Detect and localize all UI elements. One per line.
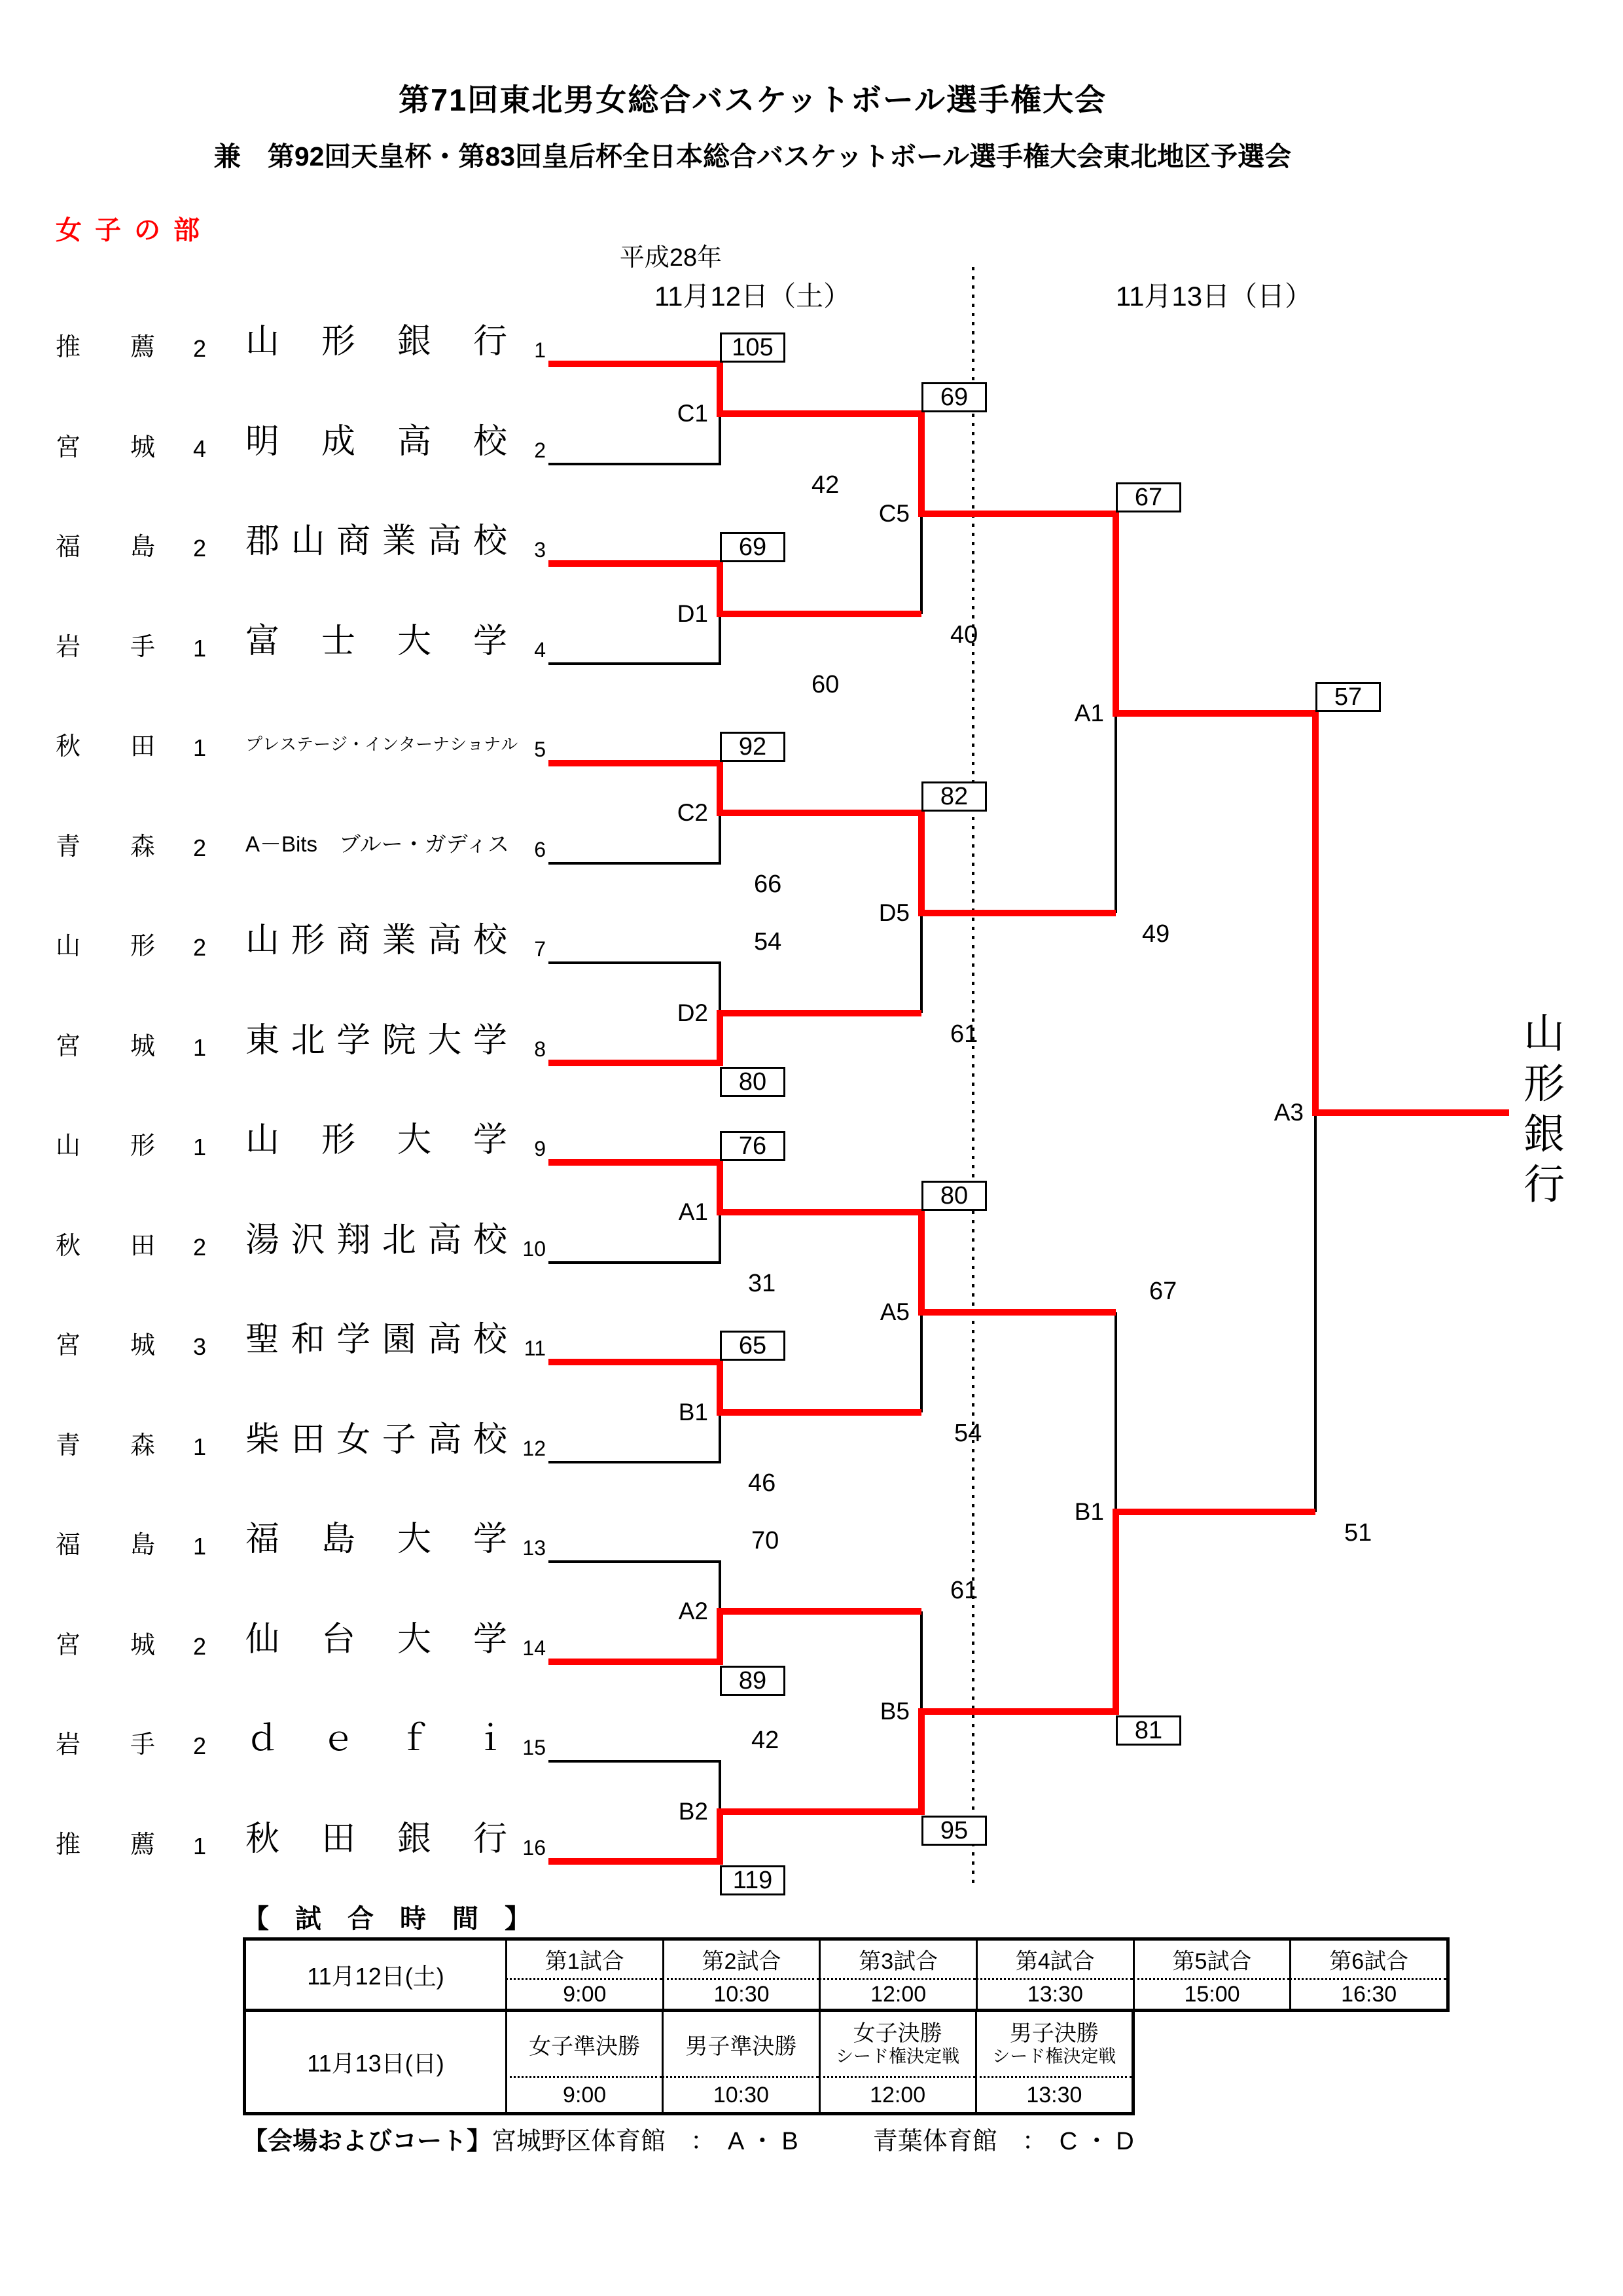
schedule-table-day2 [243, 2012, 1135, 2115]
schedule-date-day1: 11月12日(土) [307, 1962, 444, 1990]
team-prefecture: 岩 手 [56, 1731, 155, 1759]
schedule-game-time: 16:30 [1289, 1978, 1446, 2009]
team-prefecture: 岩 手 [56, 634, 155, 661]
loser-score-b1-semi: 67 [1149, 1278, 1177, 1305]
team-prefecture: 山 形 [56, 933, 155, 960]
venue-text: 宮城野区体育館 ： A ・ B 青葉体育館 ： C ・ D [491, 2128, 1134, 2155]
schedule-game-header: 第2試合 [662, 1941, 819, 1978]
day1-header: 11月12日（土） [654, 281, 851, 312]
match-label-c1: C1 [677, 400, 708, 427]
team-seed: 3 [192, 1333, 207, 1360]
team-seed: 1 [192, 1134, 207, 1160]
team-name: 聖 和 学 園 高 校 [245, 1321, 507, 1359]
path-team8-wins [548, 1013, 921, 1063]
path-team9-wins [548, 1162, 1116, 1312]
team-seed: 1 [192, 1533, 207, 1560]
team-prefecture: 秋 田 [56, 733, 155, 761]
match-label-c2: C2 [677, 799, 708, 826]
match-label-c5: C5 [878, 500, 910, 527]
winner-score-a1-semi: 67 [1116, 482, 1181, 512]
team-prefecture: 福 島 [56, 533, 155, 561]
match-label-b1: B1 [678, 1399, 708, 1426]
team-prefecture: 宮 城 [56, 434, 155, 461]
match-label-b1-semi: B1 [1074, 1498, 1104, 1525]
team-row-5 [0, 725, 553, 762]
team-seed: 1 [192, 1433, 207, 1460]
schedule-game-time: 13:30 [976, 1978, 1133, 2009]
team-row-7 [0, 922, 553, 961]
team-seed: 2 [192, 834, 207, 861]
team-draw-number: 7 [534, 937, 546, 961]
team-row-9 [0, 1121, 553, 1161]
winner-score-b1: 65 [720, 1331, 785, 1361]
team-draw-number: 6 [534, 838, 546, 861]
team-draw-number: 12 [522, 1437, 546, 1460]
team-name: 東 北 学 院 大 学 [245, 1022, 507, 1060]
path-team11-wins [548, 1362, 921, 1412]
schedule-game-header: 女子準決勝 [505, 2012, 662, 2076]
team-row-4 [0, 622, 553, 662]
era-year-label: 平成28年 [619, 244, 722, 272]
winner-score-c2: 92 [720, 732, 785, 762]
schedule-date-day2: 11月13日(日) [307, 2050, 444, 2077]
schedule-heading: 【 試 合 時 間 】 [243, 1905, 531, 1933]
team-name: 福 島 大 学 [245, 1520, 507, 1558]
schedule-game-time: 12:00 [819, 2076, 975, 2112]
team-seed: 2 [192, 1234, 207, 1261]
team-row-10 [0, 1221, 553, 1261]
team-prefecture: 推 薦 [56, 334, 155, 361]
path-team3-wins [548, 564, 921, 614]
schedule-game-time: 10:30 [662, 1978, 819, 2009]
team-seed: 4 [192, 435, 207, 462]
venue-label: 【会場およびコート】 [243, 2128, 492, 2155]
team-name: A－Bits ブルー・ガディス [245, 832, 510, 856]
match-label-a3-final: A3 [1274, 1099, 1304, 1126]
schedule-game-time: 13:30 [975, 2076, 1132, 2112]
schedule-game-header: 第5試合 [1133, 1941, 1290, 1978]
team-prefecture: 推 薦 [56, 1831, 155, 1859]
champion-name: 山形銀行 [1518, 1011, 1563, 1213]
loser-score-b1: 46 [748, 1469, 776, 1497]
schedule-game-line2: シード権決定戦 [992, 2047, 1116, 2067]
path-team14-wins [548, 1611, 921, 1662]
team-name: 柴 田 女 子 高 校 [245, 1421, 507, 1459]
team-name: 仙 台 大 学 [245, 1621, 507, 1659]
winner-path-lines [548, 364, 1509, 1861]
team-draw-number: 11 [524, 1336, 546, 1360]
winner-score-a3-final: 57 [1315, 682, 1381, 712]
team-row-3 [0, 522, 553, 562]
team-seed: 1 [192, 734, 207, 761]
team-row-8 [0, 1022, 553, 1062]
winner-score-c5: 69 [921, 382, 987, 412]
schedule-game-header: 第4試合 [976, 1941, 1133, 1978]
team-draw-number: 13 [522, 1536, 546, 1560]
winner-score-b5: 95 [921, 1816, 987, 1846]
team-row-15 [0, 1720, 553, 1760]
team-name: 富 士 大 学 [245, 622, 507, 660]
schedule-game-time: 15:00 [1133, 1978, 1290, 2009]
loser-score-a2: 70 [751, 1527, 779, 1554]
match-label-b5: B5 [880, 1698, 910, 1725]
match-label-a2: A2 [678, 1598, 708, 1624]
team-row-1 [0, 323, 553, 363]
team-name: 山 形 大 学 [245, 1121, 507, 1159]
team-prefecture: 福 島 [56, 1532, 155, 1559]
winner-score-a2: 89 [720, 1666, 785, 1696]
team-draw-number: 4 [534, 638, 546, 662]
division-label: 女子の部 [56, 216, 213, 245]
winner-score-a1: 76 [720, 1131, 785, 1161]
tournament-subtitle: 兼 第92回天皇杯・第83回皇后杯全日本総合バスケットボール選手権大会東北地区予選会 [213, 141, 1292, 171]
team-name: 郡 山 商 業 高 校 [245, 522, 507, 560]
loser-score-a5: 54 [954, 1420, 982, 1447]
team-draw-number: 14 [522, 1636, 546, 1660]
loser-score-d1: 60 [812, 671, 840, 698]
team-row-12 [0, 1421, 553, 1461]
path-team5-wins [548, 763, 1116, 913]
team-row-6 [0, 825, 553, 862]
schedule-game-header [819, 2012, 975, 2076]
team-draw-number: 15 [522, 1736, 546, 1759]
loser-score-b2: 42 [751, 1727, 779, 1754]
schedule-game-header: 第6試合 [1289, 1941, 1446, 1978]
team-row-13 [0, 1520, 553, 1560]
team-name: 山 形 銀 行 [245, 323, 507, 361]
winner-score-d1: 69 [720, 532, 785, 562]
team-draw-number: 2 [534, 439, 546, 462]
winner-score-b1-semi: 81 [1116, 1715, 1181, 1746]
loser-score-d5: 61 [950, 1020, 978, 1048]
winner-score-d5: 82 [921, 781, 987, 812]
winner-score-d2: 80 [720, 1067, 785, 1097]
team-name: ｄ ｅ ｆ ｉ [245, 1720, 507, 1758]
loser-score-b5: 61 [950, 1577, 978, 1604]
schedule-game-time: 10:30 [662, 2076, 818, 2112]
team-seed: 2 [192, 535, 207, 562]
loser-score-c1: 42 [812, 471, 840, 499]
match-label-d1: D1 [677, 600, 708, 627]
schedule-game-time: 9:00 [505, 2076, 662, 2112]
match-label-b2: B2 [678, 1798, 708, 1825]
team-prefecture: 青 森 [56, 833, 155, 861]
team-prefecture: 山 形 [56, 1132, 155, 1160]
team-draw-number: 16 [522, 1836, 546, 1859]
winner-score-c1: 105 [720, 332, 785, 363]
schedule-game-header: 男子準決勝 [662, 2012, 818, 2076]
team-prefecture: 宮 城 [56, 1632, 155, 1659]
schedule-game-time: 9:00 [505, 1978, 662, 2009]
team-draw-number: 8 [534, 1037, 546, 1061]
team-name: 湯 沢 翔 北 高 校 [245, 1221, 507, 1259]
team-name: 山 形 商 業 高 校 [245, 922, 507, 960]
match-label-a1: A1 [678, 1198, 708, 1225]
team-name: 秋 田 銀 行 [245, 1820, 507, 1858]
team-draw-number: 5 [534, 738, 546, 761]
venue-note [243, 2121, 1134, 2157]
match-label-d2: D2 [677, 999, 708, 1026]
team-prefecture: 秋 田 [56, 1232, 155, 1260]
team-seed: 2 [192, 934, 207, 961]
team-draw-number: 1 [534, 338, 546, 362]
team-name: 明 成 高 校 [245, 423, 507, 461]
winner-score-a5: 80 [921, 1181, 987, 1211]
schedule-game-header: 第1試合 [505, 1941, 662, 1978]
team-seed: 1 [192, 1833, 207, 1859]
loser-score-a3-final: 51 [1344, 1519, 1372, 1547]
match-label-d5: D5 [878, 899, 910, 926]
team-seed: 2 [192, 335, 207, 362]
winner-score-b2: 119 [720, 1865, 785, 1895]
team-row-11 [0, 1321, 553, 1361]
match-label-a1-semi: A1 [1074, 700, 1104, 726]
loser-score-a1-semi: 49 [1142, 920, 1170, 948]
team-draw-number: 9 [534, 1137, 546, 1160]
day2-header: 11月13日（日） [1115, 281, 1313, 312]
match-label-a5: A5 [880, 1299, 910, 1325]
team-prefecture: 宮 城 [56, 1332, 155, 1359]
schedule-game-time: 12:00 [819, 1978, 976, 2009]
loser-score-a1: 31 [748, 1270, 776, 1297]
team-seed: 2 [192, 1732, 207, 1759]
team-row-2 [0, 423, 553, 463]
team-seed: 1 [192, 1034, 207, 1061]
schedule-game-header [975, 2012, 1132, 2076]
team-row-16 [0, 1820, 553, 1860]
team-prefecture: 宮 城 [56, 1033, 155, 1060]
team-seed: 2 [192, 1633, 207, 1660]
schedule-game-line1: 女子決勝 [853, 2020, 942, 2046]
team-seed: 1 [192, 635, 207, 662]
team-prefecture: 青 森 [56, 1432, 155, 1460]
team-name: プ レ ス テ ー ジ ・ イ ン タ ー ナ シ ョ ナ ル [245, 734, 518, 754]
loser-score-c2: 66 [754, 870, 782, 898]
tournament-title: 第71回東北男女総合バスケットボール選手権大会 [399, 82, 1107, 117]
schedule-game-line1: 男子決勝 [1009, 2020, 1099, 2046]
schedule-table-day1 [243, 1937, 1450, 2012]
team-draw-number: 10 [522, 1237, 546, 1261]
schedule-game-header: 第3試合 [819, 1941, 976, 1978]
team-draw-number: 3 [534, 538, 546, 562]
loser-score-c5: 40 [950, 621, 978, 649]
loser-score-d2: 54 [754, 928, 782, 956]
schedule-game-line2: シード権決定戦 [836, 2047, 960, 2067]
team-row-14 [0, 1621, 553, 1660]
